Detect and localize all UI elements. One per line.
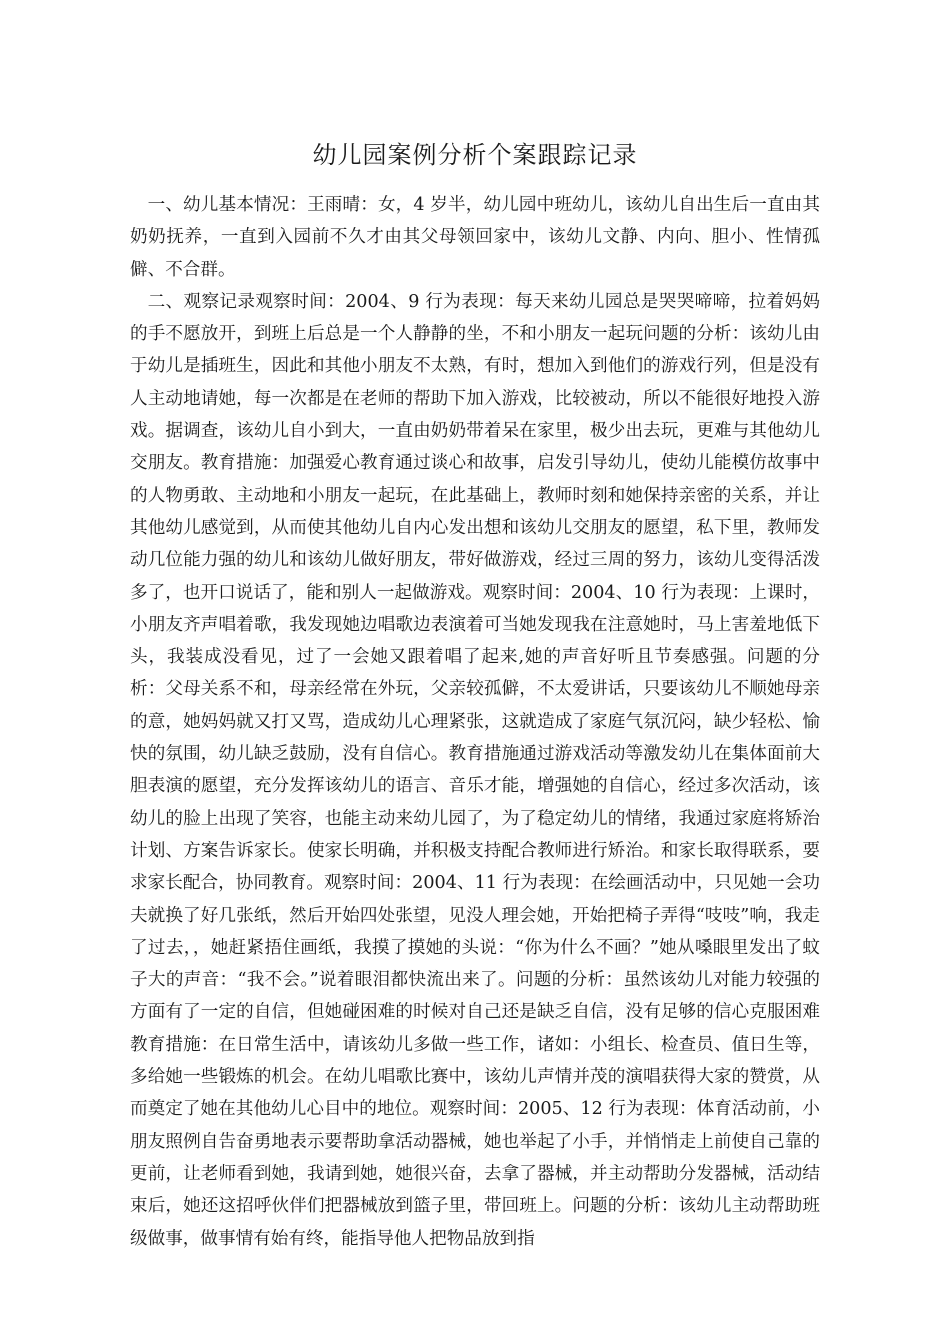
paragraph-basic-info: 一、幼儿基本情况：王雨晴：女，4 岁半，幼儿园中班幼儿，该幼儿自出生后一直由其奶奶抚养，一直到入园前不久才由其父母领回家中，该幼儿文静、内向、胆小、性情孤僻、不合群。: [130, 195, 820, 280]
paragraph-observation-record: 二、观察记录观察时间：2004、9 行为表现：每天来幼儿园总是哭哭啼啼，拉着妈妈的手不愿放开，到班上后总是一个人静静的坐，不和小朋友一起玩问题的分析：该幼儿由于幼儿是插班生，因此和其他小朋友不太熟，有时，想加入到他们的游戏行列，但是没有人主动地请她，每一次都是在老师的帮助下加入游戏，比较被动，所以不能很好地投入游戏。据调查，该幼儿自小到大，一直由奶奶带着呆在家里，极少出去玩，更难与其他幼儿交朋友。教育措施：加强爱心教育通过谈心和故事，启发引导幼儿，使幼儿能模仿故事中的人物勇敢、主动地和小朋友一起玩，在此基础上，教师时刻和她保持亲密的关系，并让其他幼儿感觉到，从而使其他幼儿自内心发出想和该幼儿交朋友的愿望，私下里，教师发动几位能力强的幼儿和该幼儿做好朋友，带好做游戏，经过三周的努力，该幼儿变得活泼多了，也开口说话了，能和别人一起做游戏。观察时间：2004、10 行为表现：上课时，小朋友齐声唱着歌，我发现她边唱歌边表演着可当她发现我在注意她时，马上害羞地低下头，我装成没看见，过了一会她又跟着唱了起来,她的声音好听且节奏感强。问题的分析：父母关系不和，母亲经常在外玩，父亲较孤僻，不太爱讲话，只要该幼儿不顺她母亲的意，她妈妈就又打又骂，造成幼儿心理紧张，这就造成了家庭气氛沉闷，缺少轻松、愉快的氛围，幼儿缺乏鼓励，没有自信心。教育措施通过游戏活动等激发幼儿在集体面前大胆表演的愿望，充分发挥该幼儿的语言、音乐才能，增强她的自信心，经过多次活动，该幼儿的脸上出现了笑容，也能主动来幼儿园了，为了稳定幼儿的情绪，我通过家庭将矫治计划、方案告诉家长。使家长明确，并积极支持配合教师进行矫治。和家长取得联系，要求家长配合，协同教育。观察时间：2004、11 行为表现：在绘画活动中，只见她一会功夫就换了好几张纸，然后开始四处张望，见没人理会她，开始把椅子弄得“吱吱”响，我走了过去，，她赶紧捂住画纸，我摸了摸她的头说：“你为什么不画？”她从嗓眼里发出了蚊子大的声音：“我不会。”说着眼泪都快流出来了。问题的分析：虽然该幼儿对能力较强的方面有了一定的自信，但她碰困难的时候对自己还是缺乏自信，没有足够的信心克服困难教育措施：在日常生活中，请该幼儿多做一些工作，诸如：小组长、检查员、值日生等，多给她一些锻炼的机会。在幼儿唱歌比赛中，该幼儿声情并茂的演唱获得大家的赞赏，从而奠定了她在其他幼儿心目中的地位。观察时间：2005、12 行为表现：体育活动前，小朋友照例自告奋勇地表示要帮助拿活动器械，她也举起了小手，并悄悄走上前使自己靠的更前，让老师看到她，我请到她，她很兴奋，去拿了器械，并主动帮助分发器械，活动结束后，她还这招呼伙伴们把器械放到篮子里，带回班上。问题的分析：该幼儿主动帮助班级做事，做事情有始有终，能指导他人把物品放到指: [130, 291, 820, 1249]
document-body: [130, 189, 820, 1255]
document-title: 幼儿园案例分析个案跟踪记录: [312, 141, 638, 169]
